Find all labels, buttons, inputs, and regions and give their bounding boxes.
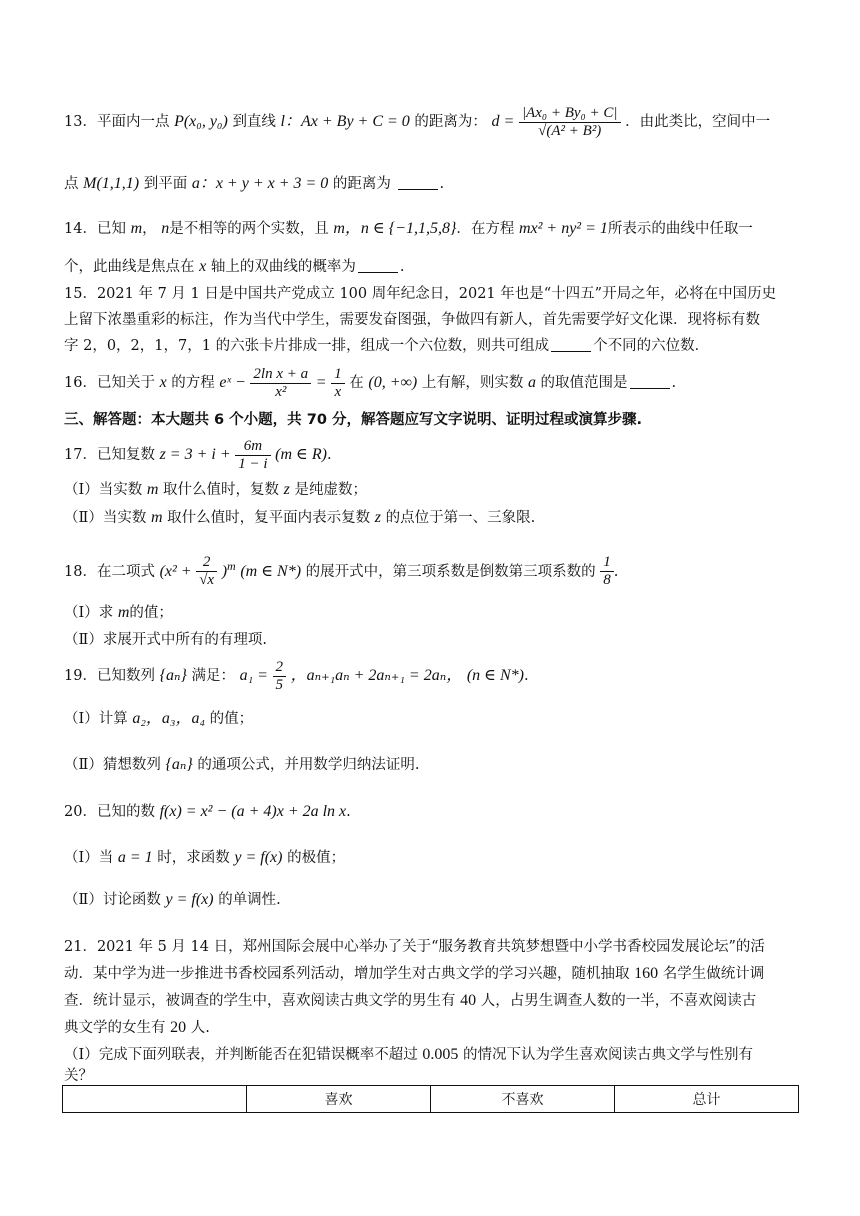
q18-part1 — [64, 600, 798, 626]
q20-text: （Ⅰ）当 — [64, 850, 114, 866]
q14-text: . — [399, 259, 405, 275]
q16-text: 上有解，则实数 — [421, 375, 524, 391]
q13-point-m: M(1,1,1) — [83, 175, 140, 192]
q19-a1: a₁ = — [239, 667, 268, 684]
q16-line — [64, 362, 798, 404]
q16-text: 16．已知关于 — [64, 375, 155, 391]
q17-text: 取什么值时，复平面内表示复数 — [167, 510, 371, 526]
q18-m: m — [117, 604, 130, 621]
q14-text: 所表示的曲线中任取一 — [607, 221, 753, 237]
q19-frac-den: 5 — [275, 676, 284, 693]
q16-text: 的取值范围是 — [540, 375, 628, 391]
q19-text: （Ⅰ）计算 — [64, 711, 128, 727]
q17-m: m — [150, 509, 163, 526]
q16-a: a — [527, 374, 536, 391]
q14-text: 轴上的双曲线的概率为 — [210, 259, 356, 275]
q21-text: 人，占男生调查人数的一半，不喜欢阅读古 — [480, 993, 757, 1009]
q14-equation: mx² + ny² = 1 — [518, 220, 608, 237]
q21-text: 动．某中学为进一步推进书香校园系列活动，增加学生对古典文学的学习兴趣，随机抽取 — [64, 966, 630, 982]
q18-cond: (m ∈ N*) — [240, 562, 302, 580]
q18-text: 的值； — [129, 605, 173, 621]
q19-text: 的值； — [209, 711, 254, 727]
q17-m: m — [146, 481, 159, 498]
q13-frac-num: |Ax₀ + By₀ + C| — [519, 105, 621, 123]
q15-line2: 上留下浓墨重彩的标注，作为当代中学生，需要发奋图强，争做四有新人，首先需要学好文化课．现将标有数 — [64, 312, 760, 328]
q21-line2 — [64, 961, 798, 987]
q13-text: 点 — [64, 176, 79, 192]
q17-text: . — [326, 447, 332, 463]
q21-line1: 21．2021 年 5 月 14 日，郑州国际会展中心举办了关于“服务教育共筑梦想暨中小学书香校园发展论坛”的活 — [64, 939, 765, 955]
q18-part2: （Ⅱ）求展开式中所有的有理项. — [64, 632, 267, 648]
q14-text: ．在方程 — [456, 221, 515, 237]
q20-cond: a = 1 — [117, 849, 153, 866]
answer-blank — [398, 188, 438, 190]
q13-point-p: P(x₀, y₀) — [174, 113, 228, 130]
q18-text: 18．在二项式 — [64, 563, 155, 580]
q17-expr: z = 3 + i + — [159, 446, 231, 463]
q13-d: d = — [491, 113, 515, 130]
q14-line2 — [64, 254, 798, 280]
q16-equals: = — [315, 374, 327, 391]
q19-text: 满足： — [191, 668, 235, 684]
q14-line1 — [64, 216, 798, 242]
q17-text: 17．已知复数 — [64, 447, 155, 463]
q16-text: 在 — [349, 375, 364, 391]
q17-part1 — [64, 477, 798, 503]
table-header-dislike: 不喜欢 — [431, 1086, 615, 1113]
answer-blank — [551, 350, 591, 352]
q21-text: 人. — [190, 1020, 210, 1036]
q14-x: x — [199, 258, 207, 275]
q16-frac-num: 2ln x + a — [250, 366, 311, 384]
q16-frac-den: x² — [275, 383, 287, 400]
q19-text: 的通项公式，并用数学归纳法证明. — [197, 757, 420, 773]
q14-text: 是不相等的两个实数，且 — [169, 221, 329, 237]
q21-number: 40 — [460, 992, 477, 1009]
q16-frac2-den: x — [334, 383, 342, 400]
q20-line — [64, 799, 798, 825]
q17-text: 的点位于第一、三象限. — [385, 510, 536, 526]
q13-line-l: l：Ax + By + C = 0 — [280, 113, 410, 130]
q16-x: x — [159, 374, 167, 391]
q20-text: （Ⅱ）讨论函数 — [64, 892, 161, 908]
q13-text: 的距离为 — [332, 176, 391, 192]
q13-text: . — [439, 176, 445, 192]
q21-text: 典文学的女生有 — [64, 1020, 166, 1036]
q19-part1 — [64, 706, 798, 732]
q19-terms: a₂，a₃，a₄ — [132, 710, 206, 727]
q16-fraction — [250, 366, 311, 401]
q16-text: 的方程 — [171, 375, 215, 391]
q17-text: （Ⅰ）当实数 — [64, 482, 143, 498]
q18-expr: (x² + — [159, 562, 192, 580]
q18-text: （Ⅰ）求 — [64, 605, 114, 621]
table-header-total: 总计 — [615, 1086, 799, 1113]
q18-frac2-num: 1 — [600, 554, 614, 572]
q14-text: ， — [142, 221, 157, 237]
q18-expr: ) — [221, 562, 228, 580]
q13-line2 — [64, 171, 798, 197]
q18-frac-num: 2 — [196, 554, 217, 572]
q20-text: 的单调性. — [218, 892, 281, 908]
q18-exponent: m — [227, 559, 236, 573]
q20-y: y = f(x) — [165, 891, 214, 908]
q18-frac-den: √x — [199, 572, 215, 589]
q18-frac2-den: 8 — [603, 572, 611, 589]
q18-text: . — [613, 563, 619, 580]
q19-recurrence: ，aₙ₊₁aₙ + 2aₙ₊₁ = 2aₙ， — [290, 667, 463, 684]
q21-text: 名学生做统计调 — [662, 966, 765, 982]
q19-cond: (n ∈ N*) — [466, 667, 524, 684]
q20-text: 时，求函数 — [157, 850, 230, 866]
q16-exp: eˣ − — [219, 374, 246, 391]
q17-line — [64, 436, 798, 474]
q17-part2 — [64, 505, 798, 531]
q17-text: 取什么值时，复数 — [163, 482, 280, 498]
q20-part1 — [64, 845, 798, 871]
q13-frac-den: √(A² + B²) — [538, 122, 602, 139]
q13-distance-fraction — [519, 105, 621, 140]
q14-m: m — [130, 220, 143, 237]
q17-frac-num: 6m — [235, 438, 270, 456]
q19-line — [64, 656, 798, 696]
q15-text: 个不同的六位数． — [593, 338, 710, 354]
q19-text: （Ⅱ）猜想数列 — [64, 757, 161, 773]
q15-line3 — [64, 333, 798, 359]
q17-z: z — [374, 509, 381, 526]
q19-sequence: {aₙ} — [159, 667, 187, 684]
q21-part1-cont: 关？ — [64, 1068, 93, 1084]
q19-frac-num: 2 — [273, 659, 287, 677]
q13-text: 到平面 — [143, 176, 188, 192]
answer-blank — [358, 271, 398, 273]
q17-text: 是纯虚数； — [294, 482, 367, 498]
q19-fraction — [273, 659, 287, 694]
q18-fraction2 — [600, 554, 614, 589]
q18-line — [64, 546, 798, 592]
q17-frac-den: 1 − i — [238, 455, 268, 472]
q19-text: . — [523, 668, 529, 684]
q16-text: . — [671, 375, 677, 391]
q14-condition: m，n ∈ {−1,1,5,8} — [333, 220, 457, 237]
contingency-table — [62, 1085, 799, 1113]
table-row — [63, 1086, 799, 1113]
q14-n: n — [161, 220, 170, 237]
answer-blank — [630, 387, 670, 389]
q13-text: ．由此类比，空间中一 — [625, 114, 771, 130]
q21-text: 查．统计显示，被调查的学生中，喜欢阅读古典文学的男生有 — [64, 993, 456, 1009]
q17-fraction — [235, 438, 270, 473]
q21-line4 — [64, 1015, 798, 1041]
q13-line1 — [64, 102, 798, 142]
q19-sequence: {aₙ} — [165, 756, 193, 773]
q15-line1: 15．2021 年 7 月 1 日是中国共产党成立 100 周年纪念日，2021 年也是“十四五”开局之年，必将在中国历史 — [64, 286, 777, 302]
q16-frac2-num: 1 — [331, 366, 345, 384]
q15-text: 字 2，0，2，1，7，1 的六张卡片排成一排，组成一个六位数，则共可组成 — [64, 338, 550, 354]
table-header-like: 喜欢 — [247, 1086, 431, 1113]
q20-y: y = f(x) — [234, 849, 283, 866]
q17-cond: (m ∈ R) — [275, 446, 327, 463]
q19-part2 — [64, 752, 798, 778]
q20-part2 — [64, 887, 798, 913]
q21-text: 的情况下认为学生喜欢阅读古典文学与性别有 — [462, 1047, 753, 1063]
table-header-cell — [63, 1086, 247, 1113]
q17-z: z — [283, 481, 290, 498]
q20-function: f(x) = x² − (a + 4)x + 2a ln x — [159, 803, 347, 820]
q18-text: 的展开式中，第三项系数是倒数第三项系数的 — [305, 563, 596, 580]
q20-text: 的极值； — [287, 850, 346, 866]
q20-text: . — [346, 804, 351, 820]
q18-fraction — [196, 554, 217, 589]
q21-number: 0.005 — [422, 1046, 459, 1063]
q14-text: 个，此曲线是焦点在 — [64, 259, 195, 275]
q16-fraction2 — [331, 366, 345, 401]
q21-text: （Ⅰ）完成下面列联表，并判断能否在犯错误概率不超过 — [64, 1047, 418, 1063]
q17-text: （Ⅱ）当实数 — [64, 510, 147, 526]
section-heading: 三、解答题：本大题共 6 个小题，共 70 分，解答题应写文字说明、证明过程或演算步骤. — [64, 412, 642, 428]
q21-number: 20 — [170, 1019, 187, 1036]
q13-plane: a：x + y + x + 3 = 0 — [191, 175, 329, 192]
q19-text: 19．已知数列 — [64, 668, 155, 684]
q13-text: 到直线 — [232, 114, 276, 130]
q13-text: 13．平面内一点 — [64, 114, 170, 130]
q14-text: 14．已知 — [64, 221, 126, 237]
q21-number: 160 — [634, 965, 659, 982]
q21-line3 — [64, 988, 798, 1014]
q13-text: 的距离为： — [414, 114, 487, 130]
q20-text: 20．已知的数 — [64, 804, 155, 820]
q16-interval: (0, +∞) — [368, 374, 418, 391]
